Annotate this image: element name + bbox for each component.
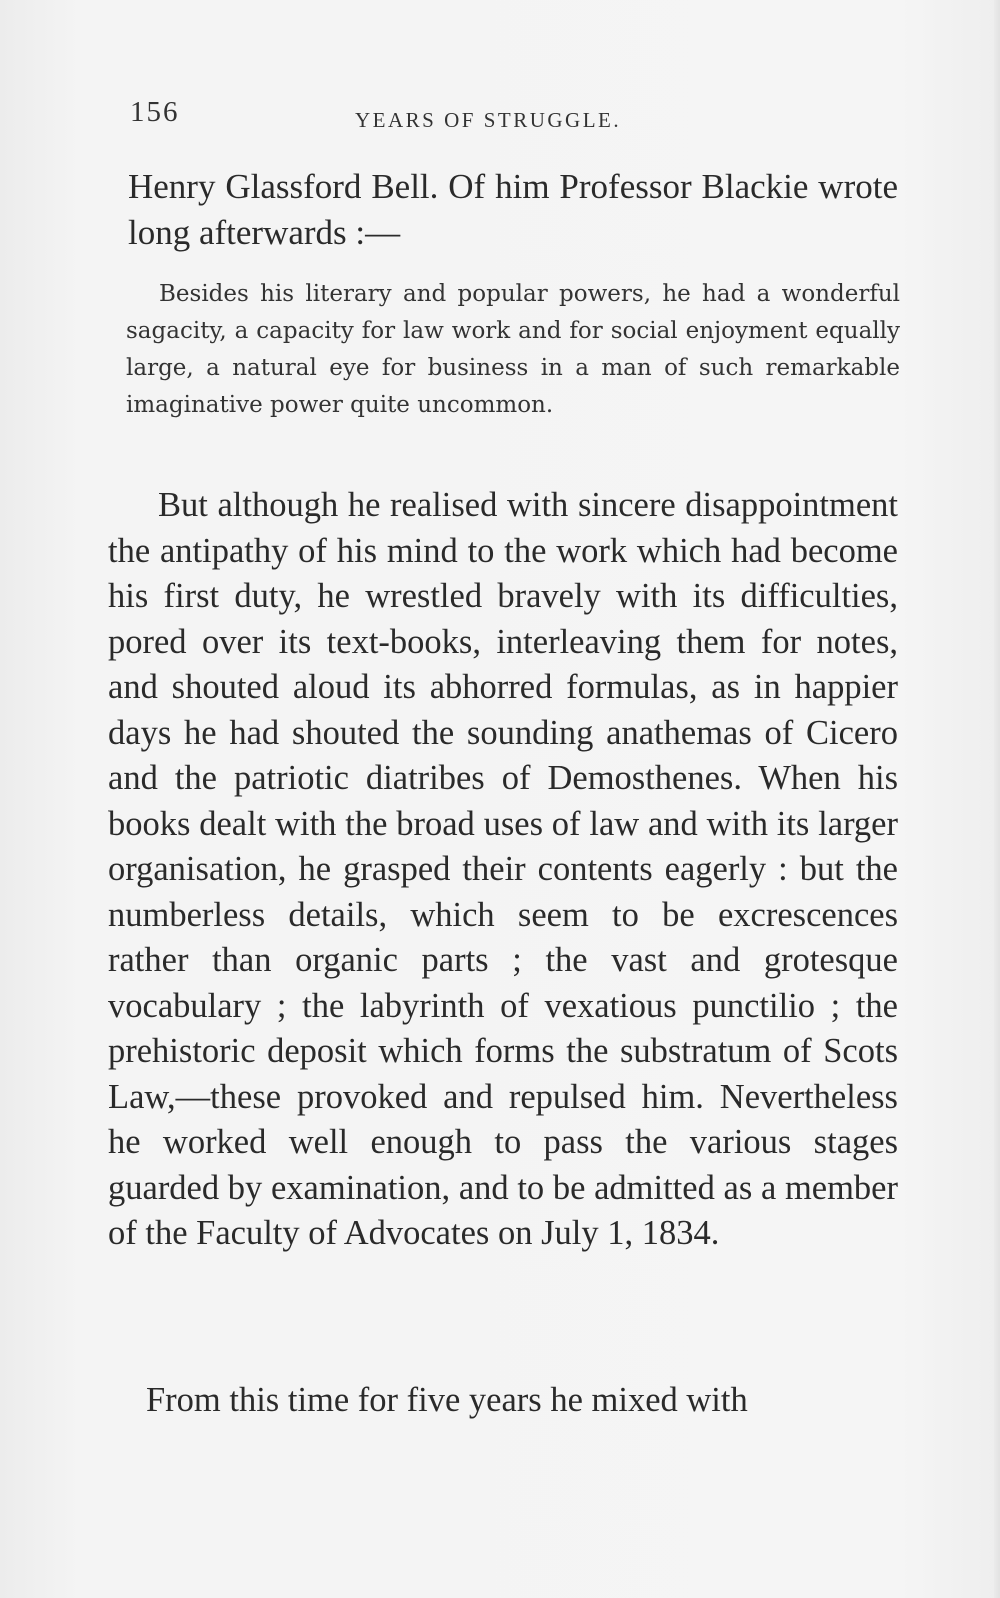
next-paragraph-start: From this time for five years he mixed with <box>146 1381 748 1419</box>
page-number: 156 <box>130 96 180 128</box>
block-quote: Besides his literary and popular powers, he had a wonderful sagacity, a capacity for law work and for social enjoyment equally large, a natural eye for business in a man of such remarkable imaginative power quite uncommon. <box>126 281 900 418</box>
body-paragraph: But although he realised with sincere disappointment the antipathy of his mind to the work which had become his first duty, he wrestled bravely with its difficulties, pored over its text-books, interleaving them for notes, and shouted aloud its abhorred formulas, as in happier days he had shouted the sounding anathemas of Cicero and the patriotic diatribes of Demosthenes. When his books dealt with the broad uses of law and with its larger organisation, he grasped their contents eagerly : but the numberless details, which seem to be excrescences rather than organic parts ; the vast and grotesque vocabulary ; the labyrinth of vexatious punctilio ; the prehistoric deposit which forms the substratum of Scots Law,—these provoked and repulsed him. Nevertheless he worked well enough to pass the various stages guarded by examination, and to be admitted as a member of the Faculty of Advocates on July 1, 1834. <box>108 486 898 1252</box>
running-head: YEARS OF STRUGGLE. <box>355 108 622 132</box>
page-header <box>130 96 890 136</box>
lead-paragraph: Henry Glassford Bell. Of him Professor Blackie wrote long afterwards :— <box>128 167 898 252</box>
page-edge <box>994 0 1000 1598</box>
